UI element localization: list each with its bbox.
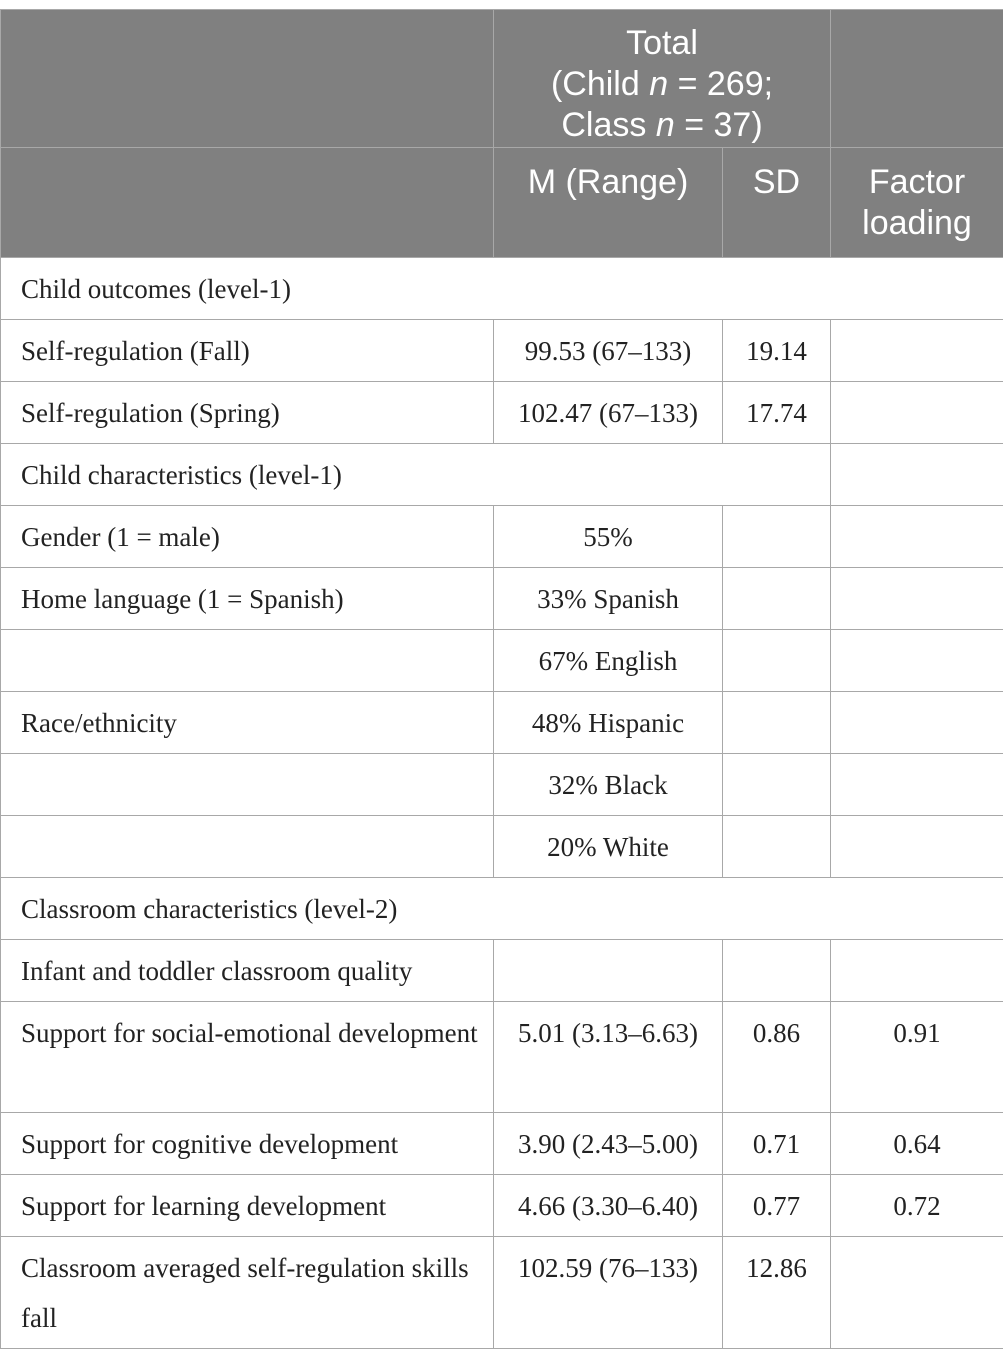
table-row: [1, 816, 1003, 878]
sd-value: 19.14: [723, 320, 831, 382]
sd-value: 0.71: [723, 1113, 831, 1175]
sd-value: [723, 692, 831, 754]
table-row: [1, 568, 1003, 630]
section-label: Child outcomes (level-1): [1, 258, 1003, 320]
mean-range-value: 33% Spanish: [494, 568, 723, 630]
row-label: [1, 816, 494, 878]
mean-range-value: 32% Black: [494, 754, 723, 816]
sd-value: [723, 940, 831, 1002]
mean-range-value: 4.66 (3.30–6.40): [494, 1175, 723, 1237]
table-row: [1, 382, 1003, 444]
mean-range-value: 55%: [494, 506, 723, 568]
column-header-sd: SD: [723, 148, 831, 258]
header-total-line1: Total: [626, 24, 698, 62]
mean-range-value: 5.01 (3.13–6.63): [494, 1002, 723, 1113]
header-row-1: [1, 10, 1003, 148]
factor-loading-value: 0.72: [831, 1175, 1003, 1237]
table-row: [1, 1113, 1003, 1175]
row-label: [1, 754, 494, 816]
row-label: Classroom averaged self-regulation skills fall: [1, 1237, 494, 1349]
factor-loading-value: [831, 320, 1003, 382]
mean-range-value: 102.47 (67–133): [494, 382, 723, 444]
column-header-factor-loading: Factor loading: [831, 148, 1003, 258]
header-total: [494, 10, 831, 148]
header-empty-cell-right: [831, 10, 1003, 148]
section-label: Child characteristics (level-1): [1, 444, 831, 506]
row-label: [1, 630, 494, 692]
factor-loading-value: 0.91: [831, 1002, 1003, 1113]
table-header: [1, 10, 1003, 258]
row-label: Support for social-emotional development: [1, 1002, 494, 1113]
section-row-child-outcomes: [1, 258, 1003, 320]
table-row: [1, 1237, 1003, 1349]
mean-range-value: 20% White: [494, 816, 723, 878]
mean-range-value: [494, 940, 723, 1002]
header-row-2: [1, 148, 1003, 258]
table-body: [1, 258, 1003, 1349]
factor-loading-value: [831, 754, 1003, 816]
header-empty-cell-2: [1, 148, 494, 258]
table-row: [1, 630, 1003, 692]
table-row: [1, 506, 1003, 568]
table-row: [1, 940, 1003, 1002]
sd-value: 0.86: [723, 1002, 831, 1113]
mean-range-value: 99.53 (67–133): [494, 320, 723, 382]
mean-range-value: 102.59 (76–133): [494, 1237, 723, 1349]
row-label: Support for learning development: [1, 1175, 494, 1237]
factor-loading-value: [831, 816, 1003, 878]
header-total-line3: Class n = 37): [561, 106, 763, 144]
mean-range-value: 3.90 (2.43–5.00): [494, 1113, 723, 1175]
row-label: Race/ethnicity: [1, 692, 494, 754]
table-row: [1, 1175, 1003, 1237]
sd-value: [723, 506, 831, 568]
row-label: Gender (1 = male): [1, 506, 494, 568]
table-row: [1, 692, 1003, 754]
sd-value: [723, 568, 831, 630]
mean-range-value: 67% English: [494, 630, 723, 692]
row-label: Support for cognitive development: [1, 1113, 494, 1175]
sd-value: 17.74: [723, 382, 831, 444]
row-label: Infant and toddler classroom quality: [1, 940, 494, 1002]
row-label: Self-regulation (Spring): [1, 382, 494, 444]
factor-loading-value: [831, 568, 1003, 630]
factor-loading-value: 0.64: [831, 1113, 1003, 1175]
factor-loading-value: [831, 382, 1003, 444]
table-row: [1, 1002, 1003, 1113]
section-row-child-characteristics: [1, 444, 1003, 506]
factor-loading-value: [831, 692, 1003, 754]
section-row-classroom-characteristics: [1, 878, 1003, 940]
table-row: [1, 754, 1003, 816]
factor-loading-value: [831, 506, 1003, 568]
factor-loading-value: [831, 630, 1003, 692]
factor-loading-value: [831, 444, 1003, 506]
row-label: Self-regulation (Fall): [1, 320, 494, 382]
header-total-line2: (Child n = 269;: [550, 65, 774, 103]
sd-value: 12.86: [723, 1237, 831, 1349]
row-label: Home language (1 = Spanish): [1, 568, 494, 630]
column-header-mean-range: M (Range): [494, 148, 723, 258]
factor-loading-value: [831, 1237, 1003, 1349]
factor-loading-value: [831, 940, 1003, 1002]
sd-value: 0.77: [723, 1175, 831, 1237]
table-row: [1, 320, 1003, 382]
descriptive-statistics-table: [0, 9, 1003, 1349]
sd-value: [723, 816, 831, 878]
section-label: Classroom characteristics (level-2): [1, 878, 1003, 940]
sd-value: [723, 630, 831, 692]
header-empty-cell: [1, 10, 494, 148]
mean-range-value: 48% Hispanic: [494, 692, 723, 754]
sd-value: [723, 754, 831, 816]
